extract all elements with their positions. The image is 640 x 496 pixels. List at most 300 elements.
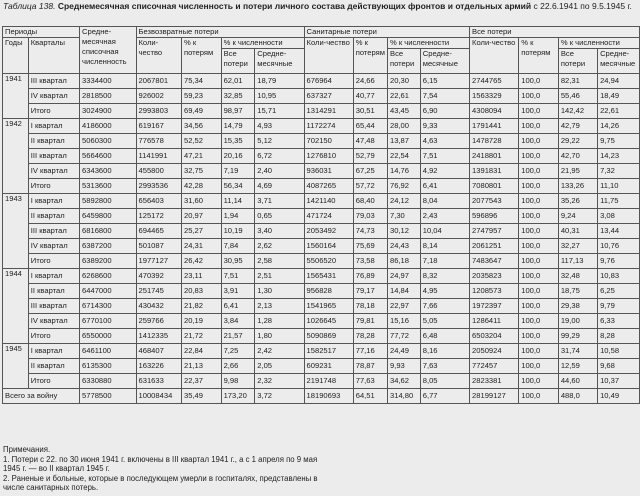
- value-cell: 4087265: [304, 179, 353, 194]
- value-cell: 7080801: [470, 179, 519, 194]
- value-cell: 926002: [136, 89, 181, 104]
- strength-cell: 6461100: [80, 344, 136, 359]
- value-cell: 10,76: [598, 239, 640, 254]
- value-cell: 0,65: [255, 209, 304, 224]
- value-cell: 10,58: [598, 344, 640, 359]
- quarter-cell: I квартал: [28, 119, 79, 134]
- quarter-cell: III квартал: [28, 299, 79, 314]
- quarter-cell: Итого: [28, 374, 79, 389]
- value-cell: 471724: [304, 209, 353, 224]
- value-cell: 694465: [136, 224, 181, 239]
- header-irr-quantity: Коли-чество: [136, 38, 181, 74]
- quarter-cell: II квартал: [28, 284, 79, 299]
- header-irr-pct-strength: % к численности: [221, 38, 304, 49]
- header-periods: Периоды: [3, 27, 80, 38]
- table-row: [3, 284, 640, 299]
- value-cell: 100,0: [519, 89, 559, 104]
- strength-cell: 4186000: [80, 119, 136, 134]
- value-cell: 125172: [136, 209, 181, 224]
- strength-cell: 6135300: [80, 359, 136, 374]
- strength-cell: 5892800: [80, 194, 136, 209]
- year-cell: 1941: [3, 74, 29, 119]
- value-cell: 28199127: [470, 389, 519, 404]
- value-cell: 86,18: [388, 254, 421, 269]
- value-cell: 430432: [136, 299, 181, 314]
- value-cell: 64,51: [353, 389, 387, 404]
- value-cell: 6,72: [255, 149, 304, 164]
- value-cell: 6503204: [470, 329, 519, 344]
- table-row: [3, 164, 640, 179]
- value-cell: 8,04: [420, 194, 469, 209]
- quarter-cell: III квартал: [28, 149, 79, 164]
- value-cell: 2744765: [470, 74, 519, 89]
- value-cell: 9,76: [598, 254, 640, 269]
- value-cell: 14,84: [388, 284, 421, 299]
- value-cell: 100,0: [519, 149, 559, 164]
- value-cell: 28,00: [388, 119, 421, 134]
- value-cell: 59,23: [181, 89, 221, 104]
- value-cell: 24,12: [388, 194, 421, 209]
- value-cell: 52,79: [353, 149, 387, 164]
- value-cell: 142,42: [558, 104, 597, 119]
- value-cell: 32,48: [558, 269, 597, 284]
- value-cell: 62,01: [221, 74, 255, 89]
- value-cell: 1026645: [304, 314, 353, 329]
- value-cell: 35,26: [558, 194, 597, 209]
- value-cell: 2053492: [304, 224, 353, 239]
- value-cell: 57,72: [353, 179, 387, 194]
- value-cell: 1565431: [304, 269, 353, 284]
- value-cell: 10,49: [598, 389, 640, 404]
- value-cell: 2,42: [255, 344, 304, 359]
- quarter-cell: IV квартал: [28, 89, 79, 104]
- value-cell: 3,40: [255, 224, 304, 239]
- value-cell: 7,32: [598, 164, 640, 179]
- value-cell: 15,71: [255, 104, 304, 119]
- value-cell: 8,28: [598, 329, 640, 344]
- quarter-cell: III квартал: [28, 74, 79, 89]
- value-cell: 2,13: [255, 299, 304, 314]
- table-row: [3, 329, 640, 344]
- value-cell: 14,23: [598, 149, 640, 164]
- value-cell: 2,40: [255, 164, 304, 179]
- value-cell: 702150: [304, 134, 353, 149]
- value-cell: 100,0: [519, 329, 559, 344]
- value-cell: 772457: [470, 359, 519, 374]
- value-cell: 4,92: [420, 164, 469, 179]
- value-cell: 8,05: [420, 374, 469, 389]
- value-cell: 18,49: [598, 89, 640, 104]
- value-cell: 1391831: [470, 164, 519, 179]
- value-cell: 4,93: [255, 119, 304, 134]
- quarter-cell: IV квартал: [28, 164, 79, 179]
- value-cell: 117,13: [558, 254, 597, 269]
- value-cell: 74,73: [353, 224, 387, 239]
- header-all-pct-strength: % к численности: [558, 38, 639, 49]
- value-cell: 100,0: [519, 359, 559, 374]
- value-cell: 14,26: [598, 119, 640, 134]
- value-cell: 10,04: [420, 224, 469, 239]
- table-row: [3, 74, 640, 89]
- header-sanitary: Санитарные потери: [304, 27, 470, 38]
- header-avg-strength: Средне-месячная списочная численность: [80, 27, 136, 74]
- strength-cell: 6447000: [80, 284, 136, 299]
- value-cell: 3,08: [598, 209, 640, 224]
- value-cell: 4,63: [420, 134, 469, 149]
- value-cell: 5,05: [420, 314, 469, 329]
- value-cell: 1,94: [221, 209, 255, 224]
- header-quarters: Кварталы: [28, 38, 79, 74]
- quarter-cell: Итого: [28, 254, 79, 269]
- header-san-pct-strength: % к численности: [388, 38, 470, 49]
- quarter-cell: IV квартал: [28, 314, 79, 329]
- value-cell: 631633: [136, 374, 181, 389]
- year-cell: 1944: [3, 269, 29, 344]
- note-1-line-1: 1. Потери с 22. по 30 июня 1941 г. включены в III квартал 1941 г., а с 1 апреля по 9 мая: [3, 454, 318, 464]
- value-cell: 468407: [136, 344, 181, 359]
- value-cell: 2191748: [304, 374, 353, 389]
- value-cell: 7,66: [420, 299, 469, 314]
- value-cell: 76,92: [388, 179, 421, 194]
- value-cell: 24,49: [388, 344, 421, 359]
- quarter-cell: I квартал: [28, 194, 79, 209]
- value-cell: 637327: [304, 89, 353, 104]
- table-row: [3, 104, 640, 119]
- value-cell: 1421140: [304, 194, 353, 209]
- value-cell: 23,11: [181, 269, 221, 284]
- strength-cell: 2818500: [80, 89, 136, 104]
- value-cell: 7,51: [221, 269, 255, 284]
- value-cell: 9,24: [558, 209, 597, 224]
- value-cell: 29,38: [558, 299, 597, 314]
- value-cell: 133,26: [558, 179, 597, 194]
- header-all-all: Все потери: [558, 49, 597, 74]
- value-cell: 7,63: [420, 359, 469, 374]
- value-cell: 3,91: [221, 284, 255, 299]
- value-cell: 20,19: [181, 314, 221, 329]
- value-cell: 2077543: [470, 194, 519, 209]
- table-row: [3, 119, 640, 134]
- value-cell: 1,30: [255, 284, 304, 299]
- value-cell: 6,77: [420, 389, 469, 404]
- value-cell: 6,33: [598, 314, 640, 329]
- value-cell: 1286411: [470, 314, 519, 329]
- table-row: [3, 209, 640, 224]
- value-cell: 40,77: [353, 89, 387, 104]
- value-cell: 30,51: [353, 104, 387, 119]
- strength-cell: 5060300: [80, 134, 136, 149]
- table-body: [3, 74, 640, 404]
- value-cell: 77,72: [388, 329, 421, 344]
- value-cell: 20,83: [181, 284, 221, 299]
- value-cell: 5090869: [304, 329, 353, 344]
- strength-cell: 5778500: [80, 389, 136, 404]
- value-cell: 7,84: [221, 239, 255, 254]
- value-cell: 8,16: [420, 344, 469, 359]
- strength-cell: 6268600: [80, 269, 136, 284]
- value-cell: 5,12: [255, 134, 304, 149]
- value-cell: 21,72: [181, 329, 221, 344]
- value-cell: 656403: [136, 194, 181, 209]
- quarter-cell: IV квартал: [28, 239, 79, 254]
- value-cell: 9,98: [221, 374, 255, 389]
- value-cell: 2050924: [470, 344, 519, 359]
- header-all-pct-losses: % к потерям: [519, 38, 559, 74]
- value-cell: 14,79: [221, 119, 255, 134]
- strength-cell: 6816800: [80, 224, 136, 239]
- quarter-cell: II квартал: [28, 209, 79, 224]
- value-cell: 100,0: [519, 134, 559, 149]
- value-cell: 1141991: [136, 149, 181, 164]
- value-cell: 18,79: [255, 74, 304, 89]
- strength-cell: 6770100: [80, 314, 136, 329]
- value-cell: 65,44: [353, 119, 387, 134]
- value-cell: 1541965: [304, 299, 353, 314]
- value-cell: 4308094: [470, 104, 519, 119]
- value-cell: 22,37: [181, 374, 221, 389]
- value-cell: 34,62: [388, 374, 421, 389]
- value-cell: 24,43: [388, 239, 421, 254]
- value-cell: 22,54: [388, 149, 421, 164]
- value-cell: 1,28: [255, 314, 304, 329]
- value-cell: 24,31: [181, 239, 221, 254]
- value-cell: 2,32: [255, 374, 304, 389]
- table-row: [3, 374, 640, 389]
- value-cell: 1,80: [255, 329, 304, 344]
- note-1-line-2: 1945 г. — во II квартал 1945 г.: [3, 464, 110, 474]
- value-cell: 42,70: [558, 149, 597, 164]
- table-title: Среднемесячная списочная численность и потери личного состава действующих фронтов и отдельных армий: [57, 1, 532, 11]
- quarter-cell: Итого: [28, 329, 79, 344]
- value-cell: 34,56: [181, 119, 221, 134]
- value-cell: 47,48: [353, 134, 387, 149]
- table-row: [3, 239, 640, 254]
- value-cell: 52,52: [181, 134, 221, 149]
- value-cell: 100,0: [519, 254, 559, 269]
- value-cell: 100,0: [519, 179, 559, 194]
- value-cell: 1314291: [304, 104, 353, 119]
- value-cell: 6,41: [420, 179, 469, 194]
- value-cell: 44,60: [558, 374, 597, 389]
- value-cell: 956828: [304, 284, 353, 299]
- value-cell: 43,45: [388, 104, 421, 119]
- table-row: [3, 194, 640, 209]
- value-cell: 25,27: [181, 224, 221, 239]
- value-cell: 7483647: [470, 254, 519, 269]
- value-cell: 18,75: [558, 284, 597, 299]
- table-row: [3, 224, 640, 239]
- value-cell: 1412335: [136, 329, 181, 344]
- value-cell: 2,58: [255, 254, 304, 269]
- quarter-cell: II квартал: [28, 359, 79, 374]
- value-cell: 79,81: [353, 314, 387, 329]
- value-cell: 2,66: [221, 359, 255, 374]
- value-cell: 29,22: [558, 134, 597, 149]
- value-cell: 15,16: [388, 314, 421, 329]
- note-2-line-1: 2. Раненые и больные, которые в последующем умерли в госпиталях, представлены в: [3, 473, 318, 483]
- value-cell: 2,62: [255, 239, 304, 254]
- value-cell: 9,33: [420, 119, 469, 134]
- value-cell: 79,17: [353, 284, 387, 299]
- header-san-all: Все потери: [388, 49, 421, 74]
- value-cell: 32,85: [221, 89, 255, 104]
- value-cell: 42,79: [558, 119, 597, 134]
- value-cell: 31,60: [181, 194, 221, 209]
- value-cell: 100,0: [519, 209, 559, 224]
- value-cell: 100,0: [519, 104, 559, 119]
- table-caption: [3, 1, 637, 11]
- value-cell: 9,79: [598, 299, 640, 314]
- value-cell: 676964: [304, 74, 353, 89]
- value-cell: 2061251: [470, 239, 519, 254]
- quarter-cell: Итого: [28, 179, 79, 194]
- notes-heading: Примечания.: [3, 445, 51, 454]
- total-row: [3, 389, 640, 404]
- value-cell: 7,51: [420, 149, 469, 164]
- strength-cell: 3334400: [80, 74, 136, 89]
- value-cell: 78,87: [353, 359, 387, 374]
- value-cell: 14,76: [388, 164, 421, 179]
- value-cell: 100,0: [519, 119, 559, 134]
- value-cell: 22,61: [598, 104, 640, 119]
- note-2-line-2: числе санитарных потерь.: [3, 483, 99, 493]
- table-row: [3, 149, 640, 164]
- value-cell: 19,00: [558, 314, 597, 329]
- value-cell: 13,87: [388, 134, 421, 149]
- value-cell: 22,97: [388, 299, 421, 314]
- strength-cell: 6389200: [80, 254, 136, 269]
- value-cell: 78,28: [353, 329, 387, 344]
- quarter-cell: I квартал: [28, 344, 79, 359]
- value-cell: 4,69: [255, 179, 304, 194]
- value-cell: 100,0: [519, 269, 559, 284]
- value-cell: 3,71: [255, 194, 304, 209]
- quarter-cell: Итого: [28, 104, 79, 119]
- value-cell: 10,95: [255, 89, 304, 104]
- value-cell: 2067801: [136, 74, 181, 89]
- value-cell: 1208573: [470, 284, 519, 299]
- value-cell: 20,97: [181, 209, 221, 224]
- strength-cell: 6714300: [80, 299, 136, 314]
- value-cell: 776578: [136, 134, 181, 149]
- value-cell: 47,21: [181, 149, 221, 164]
- table-row: [3, 269, 640, 284]
- value-cell: 76,89: [353, 269, 387, 284]
- header-irr-pct-losses: % к потерям: [181, 38, 221, 74]
- value-cell: 40,31: [558, 224, 597, 239]
- value-cell: 31,74: [558, 344, 597, 359]
- value-cell: 13,44: [598, 224, 640, 239]
- quarter-cell: II квартал: [28, 134, 79, 149]
- header-san-quantity: Коли-чество: [304, 38, 353, 74]
- table-row: [3, 314, 640, 329]
- header-san-monthly: Средне-месячные: [420, 49, 469, 74]
- strength-cell: 6459800: [80, 209, 136, 224]
- value-cell: 20,30: [388, 74, 421, 89]
- value-cell: 15,35: [221, 134, 255, 149]
- value-cell: 251745: [136, 284, 181, 299]
- value-cell: 1560164: [304, 239, 353, 254]
- table-row: [3, 179, 640, 194]
- value-cell: 10,83: [598, 269, 640, 284]
- value-cell: 2993803: [136, 104, 181, 119]
- value-cell: 24,97: [388, 269, 421, 284]
- value-cell: 1172274: [304, 119, 353, 134]
- value-cell: 314,80: [388, 389, 421, 404]
- value-cell: 79,03: [353, 209, 387, 224]
- value-cell: 2035823: [470, 269, 519, 284]
- value-cell: 100,0: [519, 239, 559, 254]
- value-cell: 2418801: [470, 149, 519, 164]
- value-cell: 6,15: [420, 74, 469, 89]
- value-cell: 10,37: [598, 374, 640, 389]
- table-row: [3, 299, 640, 314]
- strength-cell: 6343600: [80, 164, 136, 179]
- value-cell: 609231: [304, 359, 353, 374]
- value-cell: 69,49: [181, 104, 221, 119]
- value-cell: 12,59: [558, 359, 597, 374]
- value-cell: 2993536: [136, 179, 181, 194]
- value-cell: 1791441: [470, 119, 519, 134]
- value-cell: 18190693: [304, 389, 353, 404]
- table-row: [3, 254, 640, 269]
- table-row: [3, 89, 640, 104]
- value-cell: 1972397: [470, 299, 519, 314]
- losses-table: [2, 26, 640, 404]
- value-cell: 8,32: [420, 269, 469, 284]
- value-cell: 30,95: [221, 254, 255, 269]
- table-row: [3, 344, 640, 359]
- value-cell: 99,29: [558, 329, 597, 344]
- value-cell: 24,66: [353, 74, 387, 89]
- value-cell: 2,43: [420, 209, 469, 224]
- value-cell: 68,40: [353, 194, 387, 209]
- header-all-monthly: Средне-месячные: [598, 49, 640, 74]
- value-cell: 30,12: [388, 224, 421, 239]
- value-cell: 488,0: [558, 389, 597, 404]
- value-cell: 2747957: [470, 224, 519, 239]
- value-cell: 936031: [304, 164, 353, 179]
- value-cell: 55,46: [558, 89, 597, 104]
- value-cell: 11,10: [598, 179, 640, 194]
- header-irr-all: Все потери: [221, 49, 255, 74]
- value-cell: 22,61: [388, 89, 421, 104]
- value-cell: 9,93: [388, 359, 421, 374]
- header-san-pct-losses: % к потерям: [353, 38, 387, 74]
- strength-cell: 6330880: [80, 374, 136, 389]
- value-cell: 8,14: [420, 239, 469, 254]
- value-cell: 20,16: [221, 149, 255, 164]
- header-irrecoverable: Безвозвратные потери: [136, 27, 304, 38]
- value-cell: 21,13: [181, 359, 221, 374]
- value-cell: 100,0: [519, 284, 559, 299]
- value-cell: 1478728: [470, 134, 519, 149]
- value-cell: 7,25: [221, 344, 255, 359]
- value-cell: 7,18: [420, 254, 469, 269]
- value-cell: 100,0: [519, 374, 559, 389]
- value-cell: 11,14: [221, 194, 255, 209]
- value-cell: 470392: [136, 269, 181, 284]
- value-cell: 21,82: [181, 299, 221, 314]
- value-cell: 21,95: [558, 164, 597, 179]
- header-all-losses: Все потери: [470, 27, 640, 38]
- value-cell: 56,34: [221, 179, 255, 194]
- value-cell: 259766: [136, 314, 181, 329]
- value-cell: 9,68: [598, 359, 640, 374]
- value-cell: 9,75: [598, 134, 640, 149]
- value-cell: 7,54: [420, 89, 469, 104]
- value-cell: 501087: [136, 239, 181, 254]
